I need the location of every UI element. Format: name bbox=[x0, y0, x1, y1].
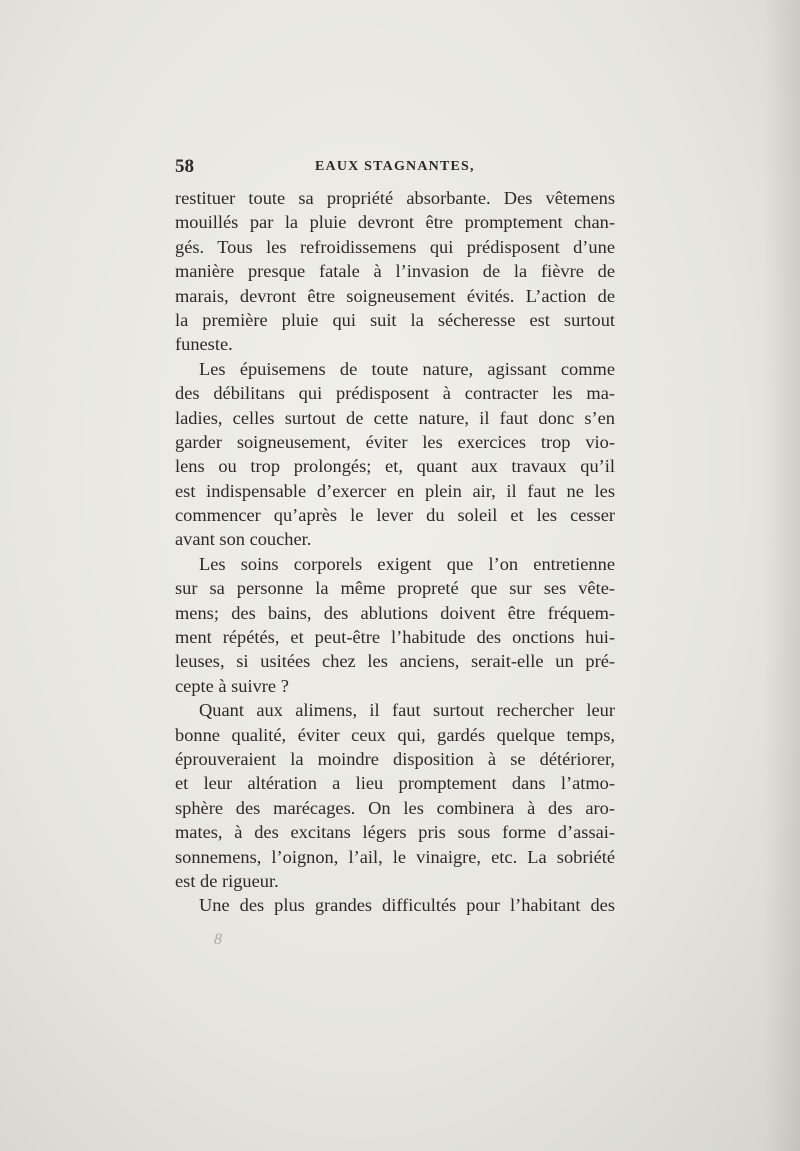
signature-mark: 8 bbox=[214, 931, 222, 948]
text-line: bonne qualité, éviter ceux qui, gardés quelque temps, bbox=[175, 724, 615, 745]
running-title: EAUX STAGNANTES, bbox=[315, 159, 475, 174]
text-line: mates, à des excitans légers pris sous forme d’assai- bbox=[175, 822, 615, 843]
text-line: éprouveraient la moindre disposition à se détériorer, bbox=[175, 748, 615, 769]
text-line: commencer qu’après le lever du soleil et les cesser bbox=[175, 505, 615, 526]
text-line: restituer toute sa propriété absorbante. Des vêtemens bbox=[175, 188, 615, 208]
text-line: la première pluie qui suit la sécheresse est surtout bbox=[175, 309, 615, 330]
text-line: avant son coucher. bbox=[175, 529, 312, 550]
text-line: Quant aux alimens, il faut surtout rechercher leur bbox=[199, 700, 615, 721]
text-line: ladies, celles surtout de cette nature, il faut donc s’en bbox=[175, 407, 615, 428]
text-line: Les soins corporels exigent que l’on entretienne bbox=[199, 553, 615, 574]
text-line: leuses, si usitées chez les anciens, serait-elle un pré- bbox=[175, 651, 615, 672]
text-line: sphère des marécages. On les combinera à des aro- bbox=[175, 797, 615, 818]
text-line: gés. Tous les refroidissemens qui prédisposent d’une bbox=[175, 236, 615, 257]
text-line: Une des plus grandes difficultés pour l’habitant des bbox=[199, 895, 615, 916]
text-line: garder soigneusement, éviter les exercices trop vio- bbox=[175, 431, 615, 452]
text-line: Les épuisemens de toute nature, agissant comme bbox=[199, 358, 615, 379]
page-number: 58 bbox=[175, 156, 194, 177]
text-line: et leur altération a lieu promptement dans l’atmo- bbox=[175, 773, 615, 794]
text-line: mens; des bains, des ablutions doivent être fréquem- bbox=[175, 602, 615, 623]
text-line: mouillés par la pluie devront être promptement chan- bbox=[175, 212, 615, 233]
text-line: des débilitans qui prédisposent à contracter les ma- bbox=[175, 383, 615, 404]
text-line: cepte à suivre ? bbox=[175, 675, 289, 696]
text-line: ment répétés, et peut-être l’habitude des onctions hui- bbox=[175, 627, 615, 648]
text-line: lens ou trop prolongés; et, quant aux travaux qu’il bbox=[175, 456, 615, 477]
body-text bbox=[175, 186, 615, 918]
text-line: est de rigueur. bbox=[175, 870, 279, 891]
page-edge-shadow bbox=[764, 0, 800, 1151]
text-line: funeste. bbox=[175, 334, 233, 355]
text-line: manière presque fatale à l’invasion de la fièvre de bbox=[175, 261, 615, 282]
text-line: sur sa personne la même propreté que sur ses vête- bbox=[175, 578, 615, 599]
text-line: est indispensable d’exercer en plein air, il faut ne les bbox=[175, 480, 615, 501]
text-line: marais, devront être soigneusement évités. L’action de bbox=[175, 285, 615, 306]
running-head bbox=[175, 156, 615, 182]
text-line: sonnemens, l’oignon, l’ail, le vinaigre, etc. La sobriété bbox=[175, 846, 615, 867]
